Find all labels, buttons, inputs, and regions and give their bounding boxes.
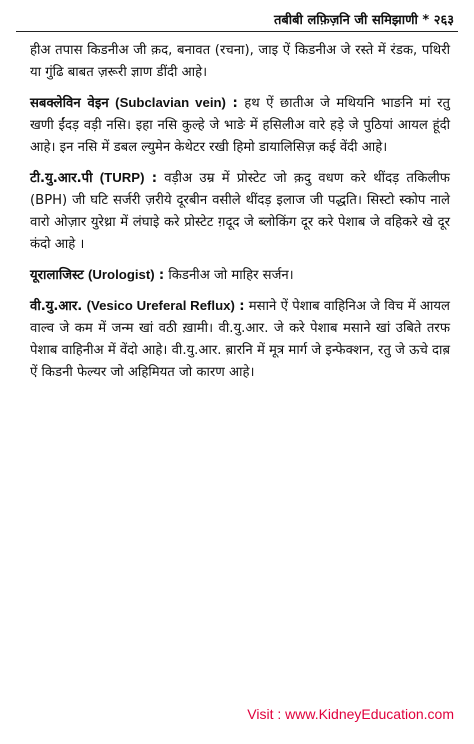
running-header (274, 10, 454, 28)
entry-term-english: (Subclavian vein) (115, 95, 226, 110)
entry-colon: : (232, 96, 238, 111)
entry-term: यूरालाजिस्ट (30, 268, 84, 283)
page-body (30, 40, 450, 392)
entry-turp (30, 167, 450, 256)
entry-term-english: (TURP) (99, 170, 145, 185)
entry-term: टी.यु.आर.पी (30, 171, 93, 186)
paragraph-intro (30, 40, 450, 84)
entry-vur (30, 295, 450, 384)
entry-definition: हथ ऐं छातीअ जे मथियनि भाङनि मां रतु खणी ईंदड़ वड़ी नसि। इहा नसि कुल्हे जे भाङे में हसिलीअ वारे हड़े जे पुठियां आयल हूंदी आहे। इन नसि में डबल ल्युमेन केथेटर रखी हिमो डायालिसिज़ कई वेंदी आहे। (30, 96, 450, 155)
entry-definition: मसाने ऐं पेशाब वाहिनिअ जे विच में आयल वाल्व जे कम में जन्म खां वठी ख़ामी। वी.यु.आर. जे करे पेशाब मसाने खां उबिते तरफ पेशाब वाहिनीअ में वेंदो आहे। वी.यु.आर. ब़ारनि में मूत्र मार्ग जे इन्फेक्शन, रतु जे ऊचे दाब़ ऐं किडनी फेल्यर जो अहिमियत जो कारण आहे। (30, 299, 450, 380)
entry-colon: : (239, 299, 245, 314)
entry-colon: : (158, 268, 165, 283)
header-rule (16, 31, 458, 32)
entry-urologist (30, 264, 450, 287)
entry-term-english: (Vesico Ureferal Reflux) (86, 298, 235, 313)
paragraph-text: हीअ तपास किडनीअ जी क़द, बनावत (रचना), जाइ ऐं किडनीअ जे रस्ते में रंडक, पथिरी या गुंढि बाबत ज़रूरी ज्ञाण डींदी आहे। (30, 43, 450, 80)
entry-term: सबक्लेविन वेइन (30, 96, 109, 111)
footer-link[interactable]: Visit : www.KidneyEducation.com (247, 706, 454, 722)
entry-definition: वड़ीअ उम्र में प्रोस्टेट जो क़दु वधण करे थींदड़ तकिलीफ (BPH) जी घटि सर्जरी ज़रीये दूरबीन वसीले थींदड़ इलाज जी पद्धति। सिस्टो स्कोप नाले वारो ओज़ार युरेथ्रा में लंघाइे करे प्रोस्टेट ग़दूद जे ब्लोकिंग दूर करे पेशाब जे वहिकरे खे दूर कंदो आहे । (30, 171, 450, 252)
entry-colon: : (151, 171, 157, 186)
page-number: २६३ (433, 13, 454, 28)
entry-subclavian-vein (30, 92, 450, 159)
entry-term-english: (Urologist) (88, 267, 155, 282)
entry-definition: किडनीअ जो माहिर सर्जन। (168, 268, 294, 283)
entry-term: वी.यु.आर. (30, 299, 83, 314)
header-title: तबीबी लफ़िज़नि जी समिझाणी (273, 13, 418, 28)
header-star: * (422, 13, 430, 28)
